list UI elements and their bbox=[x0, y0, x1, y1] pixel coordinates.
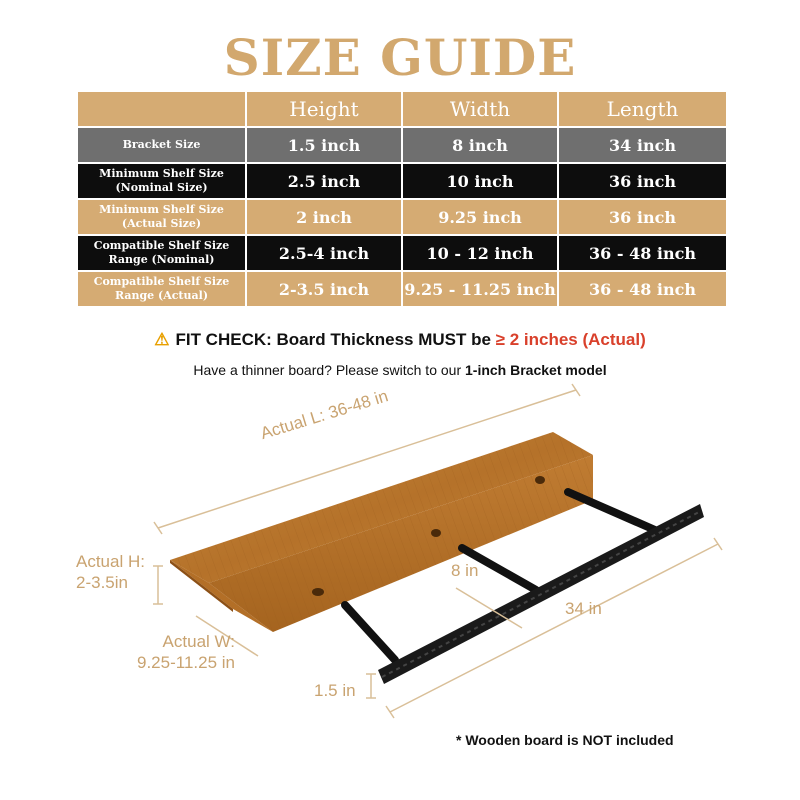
height-dimension bbox=[153, 566, 163, 604]
actual-height-line2: 2-3.5in bbox=[76, 573, 128, 592]
fit-check bbox=[0, 330, 800, 350]
bracket-model-link: 1-inch Bracket model bbox=[465, 362, 607, 378]
warning-icon: ⚠ bbox=[154, 330, 170, 349]
bracket-length-dimension bbox=[386, 538, 722, 718]
cell-height: 2.5 inch bbox=[247, 164, 401, 198]
table-header-height: Height bbox=[247, 92, 401, 126]
actual-width-line2: 9.25-11.25 in bbox=[137, 653, 235, 672]
cell-length: 36 inch bbox=[559, 164, 726, 198]
cell-length: 36 - 48 inch bbox=[559, 272, 726, 306]
cell-height: 2-3.5 inch bbox=[247, 272, 401, 306]
size-guide-table bbox=[76, 90, 728, 308]
bracket-length-label: 34 in bbox=[565, 599, 602, 618]
rod-hole bbox=[312, 588, 324, 596]
row-label-line1: Compatible Shelf Size bbox=[93, 239, 230, 252]
row-label: Bracket Size bbox=[78, 128, 245, 162]
row-label bbox=[78, 164, 245, 198]
table-header-length: Length bbox=[559, 92, 726, 126]
row-label bbox=[78, 272, 245, 306]
table-header-row bbox=[78, 92, 726, 126]
bracket-height-label: 1.5 in bbox=[314, 681, 356, 700]
table-row bbox=[78, 236, 726, 270]
table-row bbox=[78, 164, 726, 198]
table-row bbox=[78, 128, 726, 162]
actual-length-label: Actual L: 36-48 in bbox=[258, 386, 391, 444]
fit-check-text: FIT CHECK: Board Thickness MUST be bbox=[175, 330, 496, 349]
cell-width: 9.25 - 11.25 inch bbox=[403, 272, 557, 306]
row-label bbox=[78, 236, 245, 270]
row-label-line2: Range (Nominal) bbox=[108, 253, 215, 266]
row-label-line1: Compatible Shelf Size bbox=[93, 275, 230, 288]
row-label bbox=[78, 200, 245, 234]
table-row bbox=[78, 200, 726, 234]
row-label-line1: Minimum Shelf Size bbox=[99, 203, 224, 216]
table-row bbox=[78, 272, 726, 306]
fit-check-highlight: ≥ 2 inches (Actual) bbox=[495, 330, 646, 349]
cell-width: 9.25 inch bbox=[403, 200, 557, 234]
cell-height: 1.5 inch bbox=[247, 128, 401, 162]
actual-width-line1: Actual W: bbox=[162, 632, 235, 651]
rod-hole bbox=[431, 529, 441, 537]
row-label-line2: Range (Actual) bbox=[114, 289, 209, 302]
subtext-prefix: Have a thinner board? Please switch to our bbox=[193, 362, 465, 378]
cell-height: 2.5-4 inch bbox=[247, 236, 401, 270]
bracket-height-dimension bbox=[366, 674, 376, 698]
cell-length: 34 inch bbox=[559, 128, 726, 162]
cell-length: 36 inch bbox=[559, 200, 726, 234]
disclaimer-note: * Wooden board is NOT included bbox=[456, 732, 674, 748]
cell-width: 10 inch bbox=[403, 164, 557, 198]
fit-check-subtext bbox=[0, 362, 800, 378]
cell-height: 2 inch bbox=[247, 200, 401, 234]
rod-hole bbox=[535, 476, 545, 484]
actual-height-label bbox=[76, 551, 145, 593]
table-header-width: Width bbox=[403, 92, 557, 126]
page-title: SIZE GUIDE bbox=[223, 28, 577, 87]
table-header-empty bbox=[78, 92, 245, 126]
cell-width: 8 inch bbox=[403, 128, 557, 162]
row-label-line2: (Actual Size) bbox=[121, 217, 202, 230]
row-label-line1: Minimum Shelf Size bbox=[99, 167, 224, 180]
actual-height-line1: Actual H: bbox=[76, 552, 145, 571]
bracket-depth-label: 8 in bbox=[451, 561, 479, 580]
cell-length: 36 - 48 inch bbox=[559, 236, 726, 270]
row-label-line2: (Nominal Size) bbox=[115, 181, 208, 194]
actual-width-label bbox=[137, 631, 235, 673]
cell-width: 10 - 12 inch bbox=[403, 236, 557, 270]
